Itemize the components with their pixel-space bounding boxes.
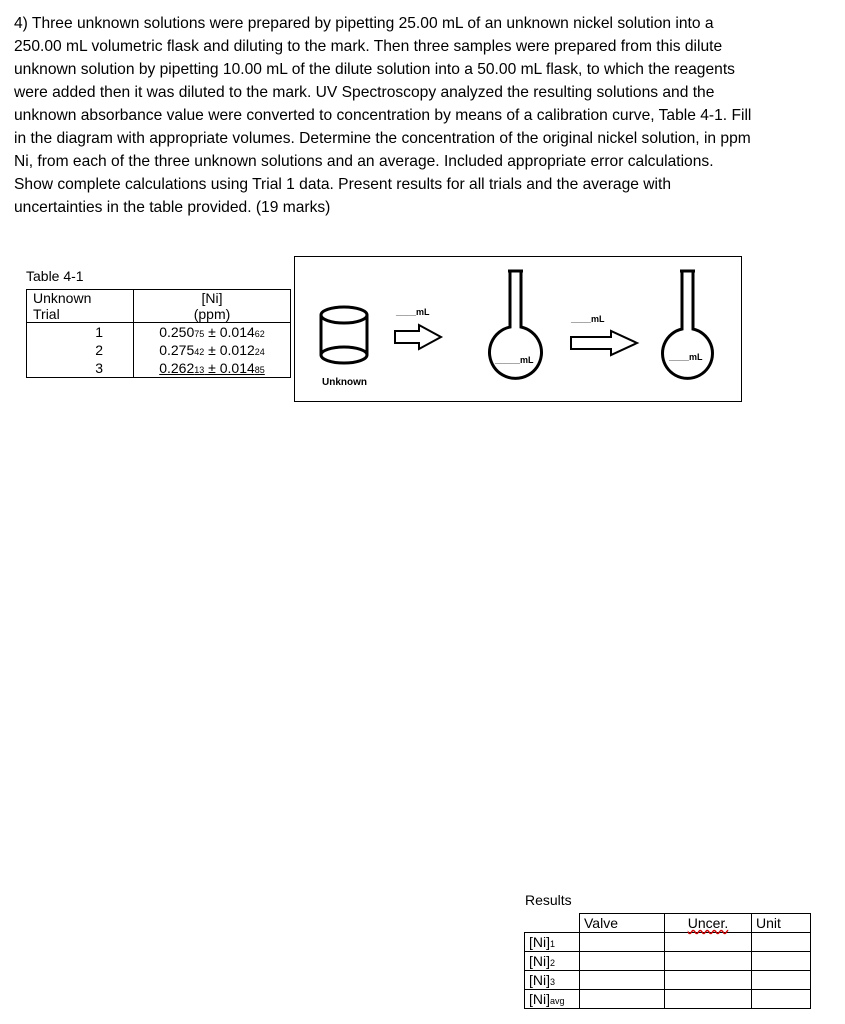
- uncertainty-cell[interactable]: [665, 971, 752, 990]
- table-4-1-title: Table 4-1: [26, 268, 84, 284]
- col-header-uncertainty: Uncer.: [665, 914, 752, 933]
- table-row: [Ni]3: [525, 971, 811, 990]
- unit-cell[interactable]: [752, 971, 811, 990]
- blank-ml-4: ____mL: [669, 352, 703, 362]
- unknown-label: Unknown: [322, 377, 367, 388]
- uncertainty-cell[interactable]: [665, 990, 752, 1009]
- table-row: 1 0.25075 ± 0.01462: [27, 323, 291, 342]
- beaker-icon: [321, 307, 367, 363]
- table-row: [Ni]avg: [525, 990, 811, 1009]
- blank-ml-3: ____mL: [571, 314, 605, 324]
- volumetric-flask-icon: [663, 271, 713, 378]
- table-row: 3 0.26213 ± 0.01485: [27, 359, 291, 378]
- blank-ml-1: ____mL: [396, 307, 430, 317]
- value-cell[interactable]: [580, 971, 665, 990]
- calibration-table: [26, 289, 291, 378]
- results-table: [524, 913, 811, 1009]
- blank-ml-2: _____mL: [495, 355, 534, 365]
- col-header-ni: [Ni] (ppm): [134, 290, 291, 323]
- table-row: 2 0.27542 ± 0.01224: [27, 341, 291, 359]
- unit-cell[interactable]: [752, 933, 811, 952]
- value-cell[interactable]: [580, 990, 665, 1009]
- question-text: 4) Three unknown solutions were prepared by pipetting 25.00 mL of an unknown nickel solution into a 250.00 mL volumetric flask and diluting to the mark. Then three samples were prepared from this dilute unknown solution by pipetting 10.00 mL of the dilute solution into a 50.00 mL flask, to which the reagents were added then it was diluted to the mark. UV Spectroscopy analyzed the resulting solutions and the unknown absorbance value were converted to concentration by means of a calibration curve, Table 4-1. Fill in the diagram with appropriate volumes. Determine the concentration of the original nickel solution, in ppm Ni, from each of the three unknown solutions and an average. Included appropriate error calculations. Show complete calculations using Trial 1 data. Present results for all trials and the average with uncertainties in the table provided. (19 marks): [14, 15, 752, 216]
- unit-cell[interactable]: [752, 952, 811, 971]
- value-cell[interactable]: [580, 952, 665, 971]
- col-header-value: Valve: [580, 914, 665, 933]
- value-cell[interactable]: [580, 933, 665, 952]
- arrow-icon: [395, 325, 441, 349]
- arrow-icon: [571, 331, 637, 355]
- unit-cell[interactable]: [752, 990, 811, 1009]
- col-header-trial: Unknown Trial: [27, 290, 134, 323]
- table-row: [Ni]1: [525, 933, 811, 952]
- table-row: [Ni]2: [525, 952, 811, 971]
- dilution-diagram: [294, 256, 742, 402]
- uncertainty-cell[interactable]: [665, 933, 752, 952]
- results-title: Results: [525, 892, 572, 908]
- uncertainty-cell[interactable]: [665, 952, 752, 971]
- col-header-unit: Unit: [752, 914, 811, 933]
